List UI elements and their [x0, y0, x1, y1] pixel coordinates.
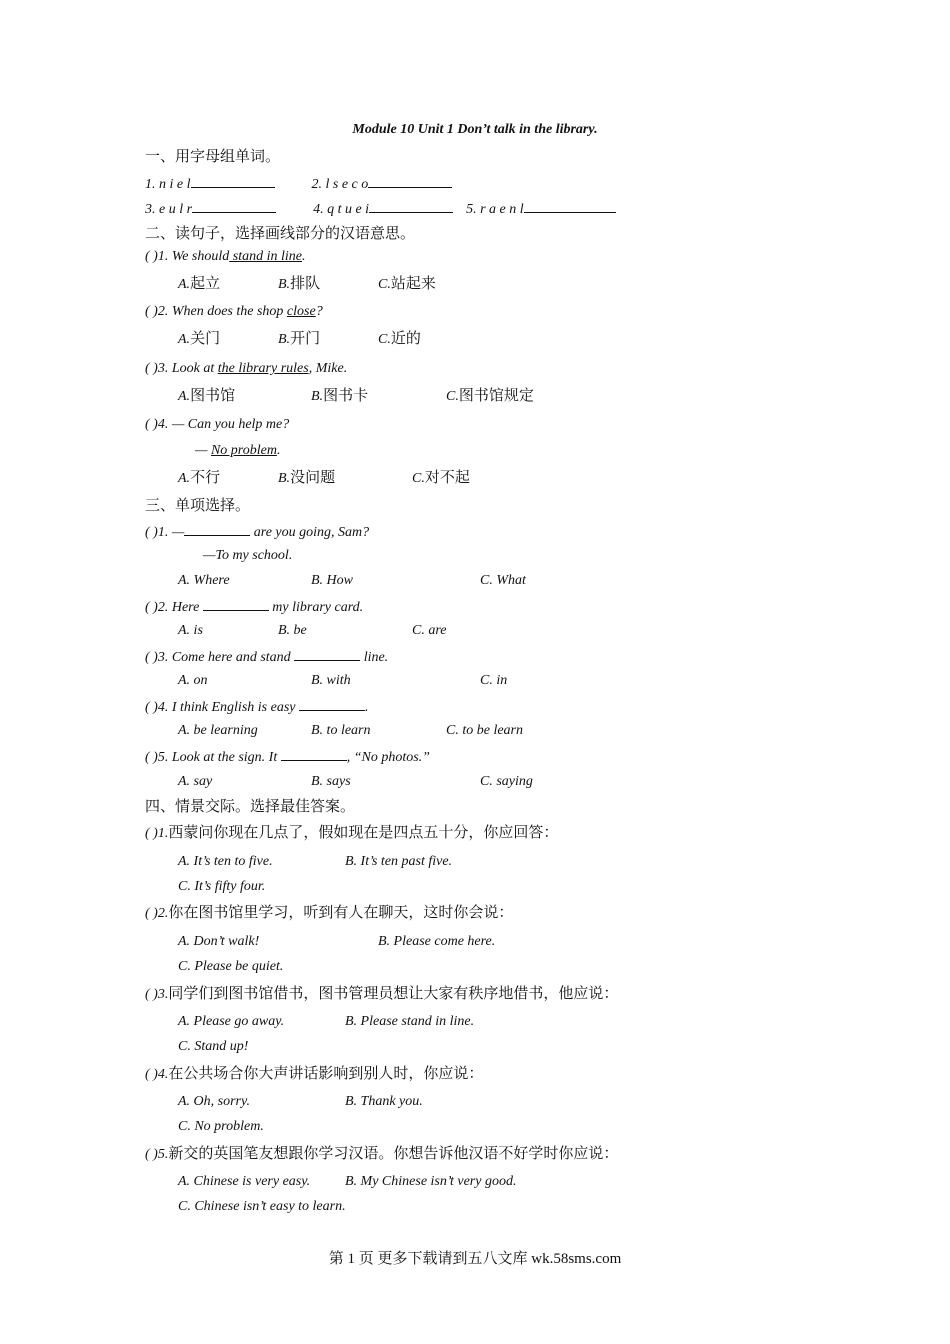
s4-q1-option-a: A. It’s ten to five. — [178, 854, 273, 869]
answer-blank — [294, 647, 360, 661]
s3-q5: ( )5. Look at the sign. It , “No photos.” — [145, 747, 430, 767]
section-1-heading: 一、用字母组单词。 — [145, 149, 281, 165]
s4-q4-option-c: C. No problem. — [178, 1119, 264, 1134]
s1-q2: 2. l s e c o — [311, 177, 369, 192]
answer-blank — [524, 199, 616, 213]
answer-paren: ( ) — [145, 304, 158, 319]
s4-q5-option-a: A. Chinese is very easy. — [178, 1174, 311, 1189]
s2-q1-option-c: C.站起来 — [378, 276, 436, 292]
answer-paren: ( ) — [145, 987, 158, 1002]
section-3-heading: 三、单项选择。 — [145, 498, 251, 514]
s3-q3: ( )3. Come here and stand line. — [145, 647, 388, 667]
s2-q1: ( )1. We should stand in line. — [145, 249, 306, 264]
s3-q3-option-c: C. in — [480, 673, 508, 688]
s2-q1-option-b: B.排队 — [278, 276, 321, 292]
s4-q3: ( )3.同学们到图书馆借书，图书管理员想让大家有秩序地借书，他应说： — [145, 986, 619, 1002]
s4-q2-option-c: C. Please be quiet. — [178, 959, 284, 974]
s3-q1-line-2: —To my school. — [203, 548, 293, 563]
answer-paren: ( ) — [145, 249, 158, 264]
s2-q2-option-b: B.开门 — [278, 331, 321, 347]
answer-blank — [191, 174, 275, 188]
s4-q5-option-b: B. My Chinese isn’t very good. — [345, 1174, 517, 1189]
s3-q4-option-c: C. to be learn — [446, 723, 523, 738]
s3-q2-option-c: C. are — [412, 623, 447, 638]
s2-q2: ( )2. When does the shop close? — [145, 304, 323, 319]
s1-q1: 1. n i e l — [145, 177, 191, 192]
s2-q2-option-c: C.近的 — [378, 331, 421, 347]
s4-q2-option-a: A. Don’t walk! — [178, 934, 260, 949]
underlined-phrase: close — [286, 304, 316, 319]
s2-q3-option-b: B.图书卡 — [311, 388, 369, 404]
answer-paren: ( ) — [145, 826, 158, 841]
answer-paren: ( ) — [145, 906, 158, 921]
answer-blank — [184, 522, 250, 536]
s3-q4: ( )4. I think English is easy . — [145, 697, 368, 717]
answer-paren: ( ) — [145, 700, 158, 715]
answer-paren: ( ) — [145, 1067, 158, 1082]
s3-q5-option-b: B. says — [311, 774, 351, 789]
answer-paren: ( ) — [145, 1147, 158, 1162]
s1-row-2 — [145, 199, 616, 219]
s3-q4-option-b: B. to learn — [311, 723, 371, 738]
s4-q4-option-b: B. Thank you. — [345, 1094, 423, 1109]
s4-q3-option-b: B. Please stand in line. — [345, 1014, 475, 1029]
answer-blank — [369, 199, 453, 213]
s3-q2-option-a: A. is — [178, 623, 203, 638]
answer-blank — [192, 199, 276, 213]
s4-q4: ( )4.在公共场合你大声讲话影响到别人时，你应说： — [145, 1066, 484, 1082]
s2-q3-option-a: A.图书馆 — [178, 388, 236, 404]
answer-paren: ( ) — [145, 525, 158, 540]
s3-q5-option-c: C. saying — [480, 774, 533, 789]
underlined-phrase: No problem — [210, 443, 277, 458]
s3-q1-option-b: B. How — [311, 573, 353, 588]
s2-q4-line-2: — No problem. — [195, 443, 281, 458]
s4-q5-option-c: C. Chinese isn’t easy to learn. — [178, 1199, 346, 1214]
s3-q1-option-c: C. What — [480, 573, 526, 588]
underlined-phrase: stand in line — [229, 249, 302, 264]
s3-q5-option-a: A. say — [178, 774, 213, 789]
page-title: Module 10 Unit 1 Don’t talk in the library. — [352, 122, 598, 137]
s4-q3-option-c: C. Stand up! — [178, 1039, 249, 1054]
answer-blank — [281, 747, 347, 761]
s4-q4-option-a: A. Oh, sorry. — [178, 1094, 250, 1109]
s4-q5: ( )5.新交的英国笔友想跟你学习汉语。你想告诉他汉语不好学时你应说： — [145, 1146, 619, 1162]
s4-q2: ( )2.你在图书馆里学习，听到有人在聊天，这时你会说： — [145, 905, 514, 921]
s3-q2: ( )2. Here my library card. — [145, 597, 363, 617]
s4-q1-option-b: B. It’s ten past five. — [345, 854, 453, 869]
s2-q4: ( )4. — Can you help me? — [145, 417, 290, 432]
s2-q3-option-c: C.图书馆规定 — [446, 388, 534, 404]
s3-q1-option-a: A. Where — [178, 573, 230, 588]
answer-paren: ( ) — [145, 650, 158, 665]
s3-q3-option-b: B. with — [311, 673, 351, 688]
s3-q4-option-a: A. be learning — [178, 723, 258, 738]
s4-q1: ( )1.西蒙问你现在几点了，假如现在是四点五十分，你应回答： — [145, 825, 559, 841]
s2-q4-option-a: A.不行 — [178, 470, 221, 486]
section-2-heading: 二、读句子，选择画线部分的汉语意思。 — [145, 226, 416, 242]
s3-q3-option-a: A. on — [178, 673, 208, 688]
s3-q2-option-b: B. be — [278, 623, 307, 638]
s2-q4-option-c: C.对不起 — [412, 470, 470, 486]
answer-paren: ( ) — [145, 750, 158, 765]
s2-q3: ( )3. Look at the library rules, Mike. — [145, 361, 348, 376]
s4-q1-option-c: C. It’s fifty four. — [178, 879, 266, 894]
answer-blank — [203, 597, 269, 611]
answer-paren: ( ) — [145, 417, 158, 432]
answer-paren: ( ) — [145, 600, 158, 615]
answer-blank — [299, 697, 365, 711]
s1-row-1 — [145, 174, 452, 194]
s2-q4-option-b: B.没问题 — [278, 470, 336, 486]
s1-q4: 4. q t u e i — [313, 202, 370, 217]
section-4-heading: 四、情景交际。选择最佳答案。 — [145, 799, 356, 815]
s1-q5: 5. r a e n l — [466, 202, 524, 217]
s4-q3-option-a: A. Please go away. — [178, 1014, 285, 1029]
page-footer: 第 1 页 更多下载请到五八文库 wk.58sms.com — [328, 1251, 622, 1267]
s4-q2-option-b: B. Please come here. — [378, 934, 496, 949]
answer-blank — [368, 174, 452, 188]
s2-q1-option-a: A.起立 — [178, 276, 221, 292]
answer-paren: ( ) — [145, 361, 158, 376]
s1-q3: 3. e u l r — [145, 202, 193, 217]
s2-q2-option-a: A.关门 — [178, 331, 221, 347]
s3-q1: ( )1. — are you going, Sam? — [145, 522, 369, 542]
underlined-phrase: the library rules — [217, 361, 309, 376]
